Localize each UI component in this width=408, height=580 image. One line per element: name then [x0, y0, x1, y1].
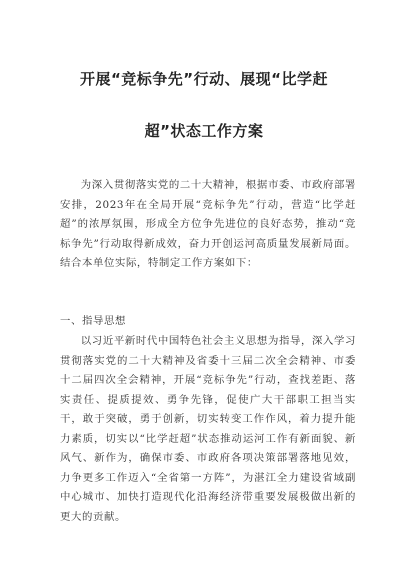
guiding-ideology-paragraph: 以习近平新时代中国特色社会主义思想为指导，深入学习贯彻落实党的二十大精神及省委十三届二次全会精神、市委十二届四次全会精神，开展“竞标争先”行动，查找差距、落实责任、提质提效、勇争先锋，促使广大干部职工担当实干，敢于突破，勇于创新，切实转变工作作风，着力提升能力素质，切实以“比学赶超”状态推动运河工作有新面貌、新风气、新作为，确保市委、市政府各项决策部署落地见效，力争更多工作迈入“全省第一方阵”，为湛江全力建设省域副中心城市、加快打造现代化沿海经济带重要发展极做出新的更大的贡献。: [60, 335, 356, 523]
section-heading-guiding-ideology: 一、指导思想: [60, 315, 126, 327]
document-title-line-1: 开展“竞标争先”行动、展现“比学赶: [79, 70, 329, 88]
intro-paragraph: 为深入贯彻落实党的二十大精神，根据市委、市政府部署安排，2023年在全局开展“竞标争先”行动，营造“比学赶超”的浓厚氛围，形成全方位争先进位的良好态势，推动“竞标争先”行动取得新成效，奋力开创运河高质量发展新局面。结合本单位实际，特制定工作方案如下：: [60, 179, 356, 269]
document-title-line-2: 超”状态工作方案: [144, 122, 264, 140]
